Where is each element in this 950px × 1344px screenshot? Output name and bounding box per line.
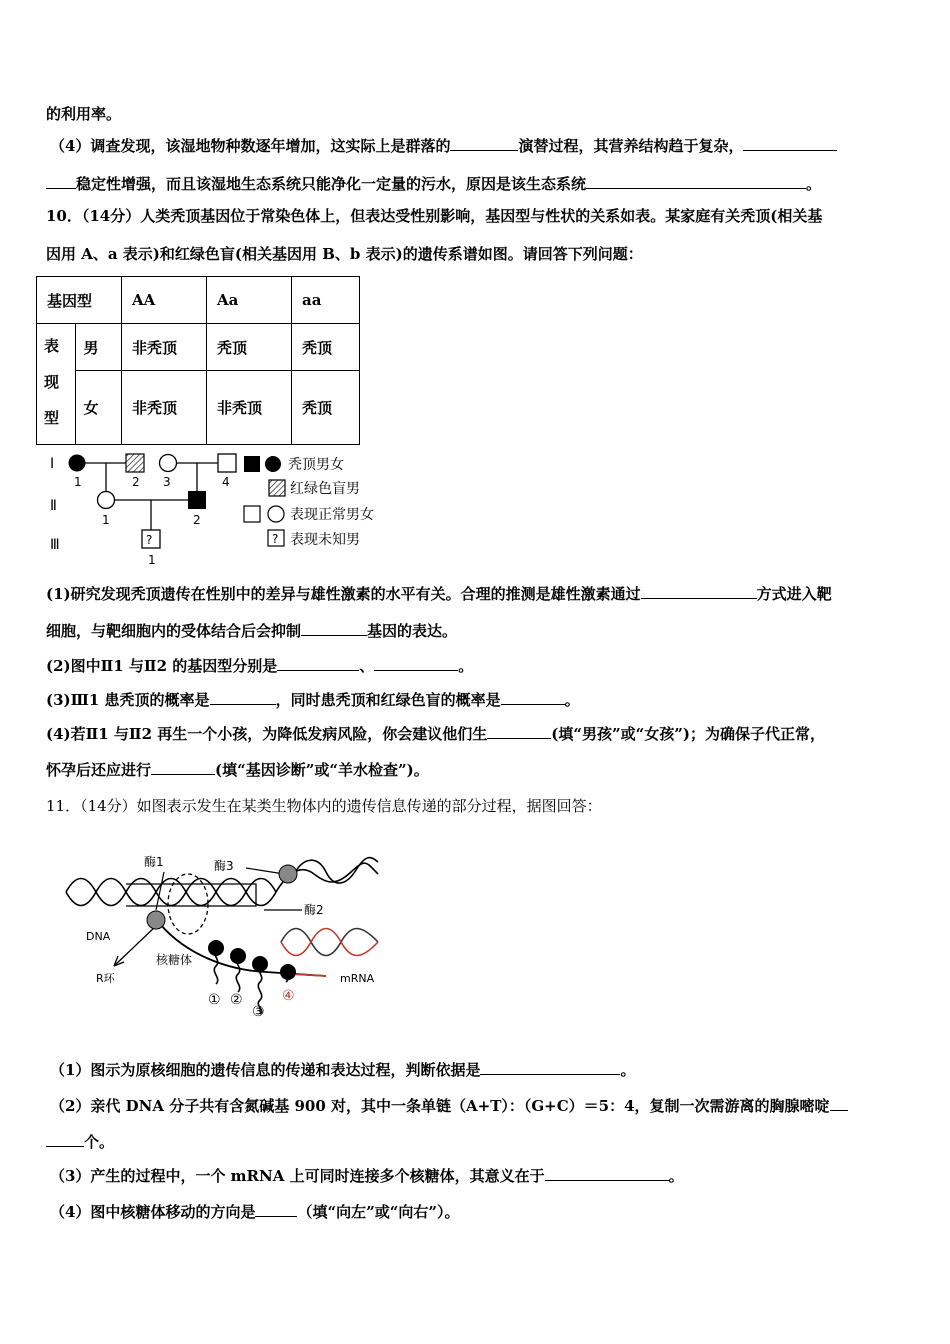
enzyme1-blob	[147, 911, 165, 929]
legend-female-normal	[268, 506, 284, 522]
table-header: AA	[122, 277, 207, 324]
q11-sub3: （3）产生的过程中，一个 mRNA 上可同时连接多个核糖体，其意义在于 。	[50, 1167, 684, 1185]
generation-label: Ⅰ	[50, 456, 55, 472]
legend-label: 表现正常男女	[290, 507, 374, 523]
individual-number: 2	[132, 475, 140, 489]
label-mrna: mRNA	[340, 972, 375, 985]
individual-number: 3	[163, 475, 171, 489]
ribosome	[230, 948, 246, 964]
individual-number: 1	[102, 513, 110, 527]
question-mark: ?	[272, 532, 279, 546]
answer-blank[interactable]	[151, 760, 215, 775]
enzyme3-blob	[279, 865, 297, 883]
answer-blank[interactable]	[301, 621, 367, 636]
answer-blank[interactable]	[743, 136, 837, 151]
genotype-table	[36, 276, 360, 445]
table-cell: 秃顶	[292, 371, 360, 445]
label-dna: DNA	[86, 930, 111, 943]
table-cell: 非秃顶	[122, 371, 207, 445]
answer-blank[interactable]	[545, 1166, 669, 1181]
legend-label: 红绿色盲男	[290, 481, 360, 497]
answer-blank[interactable]	[450, 136, 518, 151]
label-enzyme2: 酶2	[304, 903, 324, 917]
ribosome	[252, 956, 268, 972]
table-cell: 非秃顶	[207, 371, 292, 445]
answer-blank[interactable]	[501, 690, 565, 705]
legend-colorblind	[269, 480, 285, 496]
q10-sub1-cont: 细胞，与靶细胞内的受体结合后会抑制 基因的表达。	[46, 622, 458, 640]
answer-blank[interactable]	[480, 1060, 620, 1075]
female-normal-symbol	[98, 492, 115, 509]
phenotype-label: 表 现 型	[37, 324, 76, 445]
q11-sub2: （2）亲代 DNA 分子共有含氮碱基 900 对，其中一条单链（A+T）：（G+C）＝5：4，复制一次需游离的胸腺嘧啶	[50, 1096, 848, 1116]
legend-label: 表现未知男	[290, 532, 360, 548]
q11-intro: 11．（14分）如图表示发生在某类生物体内的遗传信息传递的部分过程，据图回答：	[46, 797, 602, 815]
q11-sub2-cont: 个。	[46, 1132, 114, 1152]
answer-blank[interactable]	[255, 1202, 297, 1217]
q11-sub4: （4）图中核糖体移动的方向是 （填“向左”或“向右”）。	[50, 1203, 460, 1221]
table-header: aa	[292, 277, 360, 324]
answer-blank[interactable]	[487, 724, 551, 739]
label-number: ①	[208, 992, 221, 1008]
legend-male-bald	[244, 456, 260, 472]
male-colorblind-symbol	[126, 454, 144, 472]
q9-line1: 的利用率。	[46, 105, 122, 123]
transcription-translation-figure	[56, 844, 386, 1020]
male-bald-symbol	[188, 491, 206, 509]
answer-blank[interactable]	[830, 1096, 848, 1111]
table-cell: 秃顶	[292, 324, 360, 371]
q10-intro: 10．（14分）人类秃顶基因位于常染色体上，但表达受性别影响，基因型与性状的关系如表。某家庭有关秃顶(相关基	[46, 207, 823, 225]
pedigree-chart	[40, 446, 390, 570]
male-normal-symbol	[218, 454, 236, 472]
q10-sub4-cont: 怀孕后还应进行 (填“基因诊断”或“羊水检查”)。	[46, 761, 429, 779]
answer-blank[interactable]	[586, 174, 806, 189]
individual-number: 2	[193, 513, 201, 527]
table-cell: 非秃顶	[122, 324, 207, 371]
answer-blank[interactable]	[210, 690, 276, 705]
generation-label: Ⅲ	[50, 537, 60, 553]
label-number: ②	[230, 992, 243, 1008]
q10-sub2: (2)图中Ⅱ1 与Ⅱ2 的基因型分别是 、 。	[46, 657, 474, 675]
table-cell: 女	[75, 371, 121, 445]
table-header: 基因型	[37, 277, 122, 324]
q10-intro-cont: 因用 A、a 表示)和红绿色盲(相关基因用 B、b 表示)的遗传系谱如图。请回答下列问题：	[46, 245, 643, 263]
table-cell: 秃顶	[207, 324, 292, 371]
label-enzyme1: 酶1	[144, 855, 164, 869]
ribosome	[280, 964, 296, 980]
label-ribosome: 核糖体	[156, 953, 193, 967]
q10-sub3: (3)Ⅲ1 患秃顶的概率是 ，同时患秃顶和红绿色盲的概率是 。	[46, 691, 580, 709]
answer-blank[interactable]	[46, 174, 76, 189]
answer-blank[interactable]	[641, 584, 757, 599]
individual-number: 1	[74, 475, 82, 489]
table-cell: 男	[75, 324, 121, 371]
q10-sub4: (4)若Ⅱ1 与Ⅱ2 再生一个小孩，为降低发病风险，你会建议他们生 (填“男孩”或“女孩”)；为确保子代正常，	[46, 725, 825, 743]
label-r-loop: R环	[96, 972, 115, 985]
q9-part4: （4）调查发现，该湿地物种数逐年增加，这实际上是群落的 演替过程，其营养结构趋于复杂，	[50, 136, 837, 156]
q10-sub1: (1)研究发现秃顶遗传在性别中的差异与雄性激素的水平有关。合理的推测是雄性激素通过 方式进入靶	[46, 585, 832, 603]
q9-part4-cont: 稳定性增强，而且该湿地生态系统只能净化一定量的污水，原因是该生态系统 。	[46, 174, 821, 194]
legend-female-bald	[265, 456, 281, 472]
female-bald-symbol	[69, 455, 86, 472]
individual-number: 4	[222, 475, 230, 489]
answer-blank[interactable]	[277, 656, 359, 671]
ribosome	[208, 940, 224, 956]
table-header: Aa	[207, 277, 292, 324]
label-number: ④	[282, 988, 295, 1004]
legend-label: 秃顶男女	[288, 457, 344, 473]
question-mark: ?	[146, 533, 153, 547]
answer-blank[interactable]	[374, 656, 458, 671]
label-enzyme3: 酶3	[214, 859, 234, 873]
legend-male-normal	[244, 506, 260, 522]
answer-blank[interactable]	[46, 1132, 84, 1147]
individual-number: 1	[148, 553, 156, 567]
generation-label: Ⅱ	[50, 498, 57, 514]
q11-sub1: （1）图示为原核细胞的遗传信息的传递和表达过程，判断依据是 。	[50, 1061, 636, 1079]
label-number: ③	[252, 1004, 265, 1020]
female-normal-symbol	[160, 455, 177, 472]
